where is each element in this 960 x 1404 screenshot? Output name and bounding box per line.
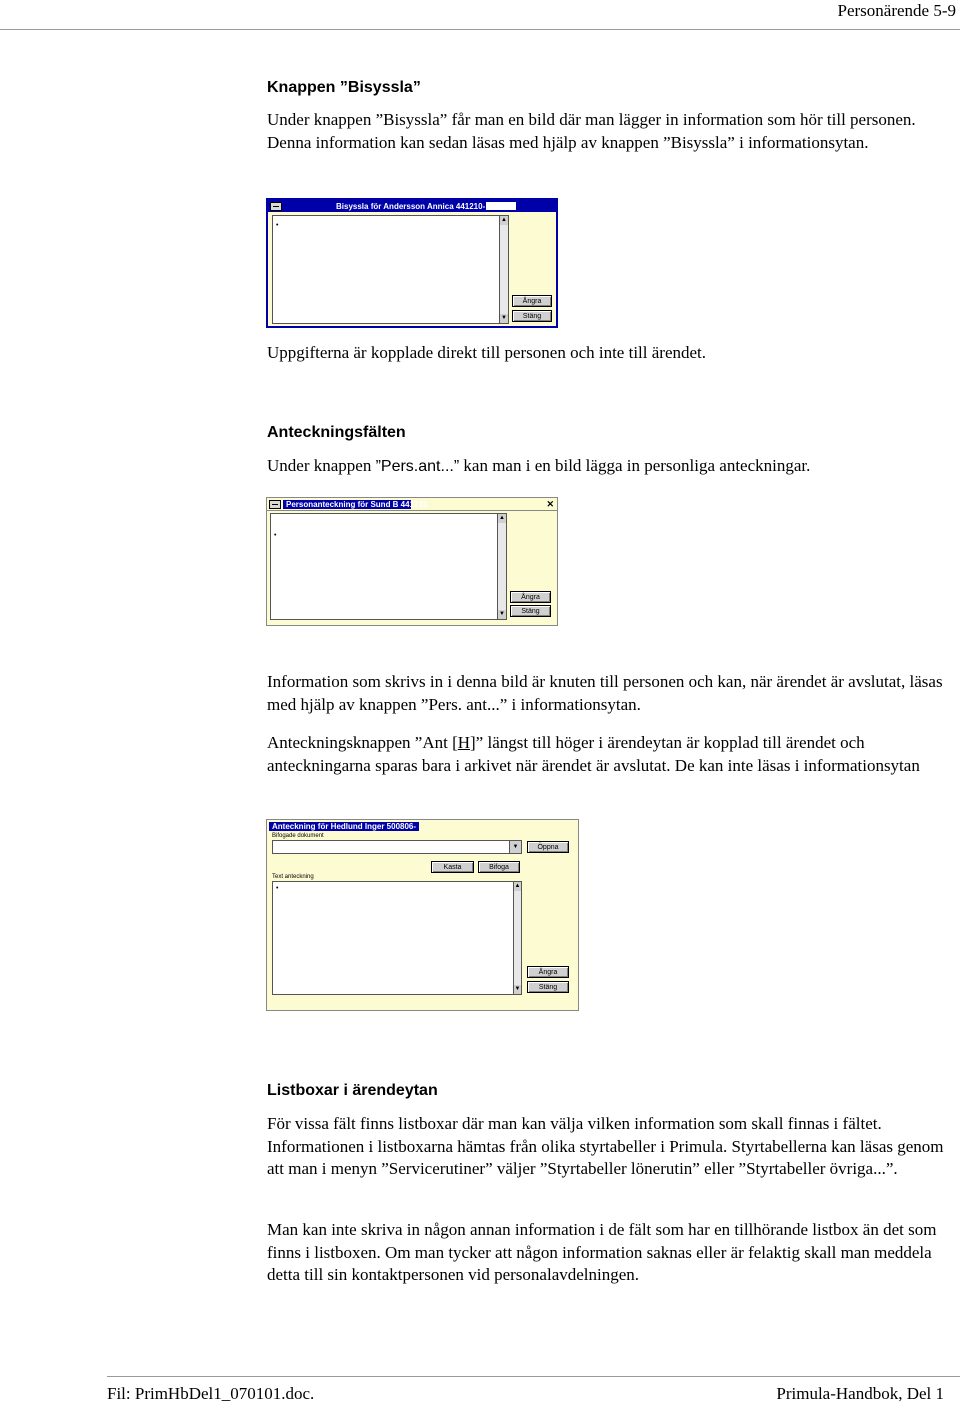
personanteckning-window [266,497,558,626]
scroll-up-icon[interactable]: ▲ [501,217,507,223]
system-menu-icon[interactable] [269,500,281,509]
stang-button[interactable]: Stäng [512,310,552,322]
textarea-scrollbar[interactable] [499,215,509,324]
paragraph-persant-intro [267,455,957,479]
bisyssla-window [266,198,558,328]
angra-button[interactable]: Ångra [527,966,569,978]
window-title: Bisyssla för Andersson Annica 441210- [336,201,486,211]
angra-button[interactable]: Ångra [510,591,551,603]
paragraph-bisyssla-intro: Under knappen ”Bisyssla” får man en bild där man lägger in information som hör till personen. Denna information kan sedan läsas med hjälp av knappen ”Bisyssla” i informationsytan. [267,110,916,152]
text-anteckning-textarea[interactable] [272,881,515,995]
personanteckning-textarea[interactable] [270,513,498,620]
textarea-scrollbar[interactable] [513,881,522,995]
scroll-down-icon[interactable]: ▼ [514,986,521,992]
stang-button[interactable]: Stäng [527,981,569,993]
bifogade-dokument-label: Bifogade dokument [272,833,324,839]
title-blank-field [486,202,516,210]
window-title: Personanteckning för Sund B 441223 [283,500,411,509]
oppna-button[interactable]: Öppna [527,841,569,853]
title-separator [267,510,557,511]
page-header: Personärende 5-9 [837,1,956,20]
paragraph-listboxar-intro: För vissa fält finns listboxar där man kan välja vilken information som skall finnas i fältet. Informationen i listboxarna hämtas från olika styrtabeller i Primula. Styrtabellerna kan läsas genom att man i menyn ”Servicerutiner” väljer ”Styrtabeller lönerutin” eller ”Styrtabeller övriga...”. [267,1114,944,1178]
hotkey-letter: H [457,733,471,752]
paragraph-bisyssla-note: Uppgifterna är kopplade direkt till personen och inte till ärendet. [267,343,707,362]
heading-listboxar: Listboxar i ärendeytan [267,1082,438,1099]
textarea-scrollbar[interactable] [497,513,507,620]
window-titlebar [268,200,556,212]
heading-anteckningsfalten: Anteckningsfälten [267,424,406,441]
text-segment: Anteckningsknappen ”Ant [ [267,733,458,752]
chevron-down-icon[interactable]: ▼ [509,841,521,853]
text-caret-icon: • [276,222,279,229]
bifoga-button[interactable]: Bifoga [478,861,520,873]
paragraph-listboxar-note: Man kan inte skriva in någon annan information i de fält som har en tillhörande listbox än det som finns i listboxen. Om man tycker att någon information saknas eller är felaktig skall man meddela detta till sin kontaktpersonen vid personalavdelningen. [267,1220,937,1284]
kasta-button[interactable]: Kasta [431,861,474,873]
text-segment: Under knappen [267,456,376,475]
text-caret-icon: • [274,532,277,539]
text-anteckning-label: Text anteckning [272,874,314,880]
scroll-down-icon[interactable]: ▼ [499,611,505,617]
text-segment: kan man i en bild lägga in personliga anteckningar. [459,456,811,475]
text-caret-icon: • [276,885,279,892]
window-titlebar [267,820,578,832]
footer-rule [107,1376,960,1377]
stang-button[interactable]: Stäng [510,605,551,617]
system-menu-icon[interactable] [270,202,282,211]
heading-bisyssla: Knappen ”Bisyssla” [267,79,421,96]
window-titlebar [267,498,557,510]
close-icon[interactable]: ✕ [546,498,554,509]
scroll-up-icon[interactable]: ▲ [514,883,521,889]
paragraph-ant-button [267,732,957,777]
header-rule [0,29,960,30]
window-title: Anteckning för Hedlund Inger 500806- [269,822,419,831]
footer-file-name: Fil: PrimHbDel1_070101.doc. [107,1384,315,1403]
angra-button[interactable]: Ångra [512,295,552,307]
paragraph-persant-info: Information som skrivs in i denna bild är knuten till personen och kan, när ärendet är avslutat, läsas med hjälp av knappen ”Pers. ant...” i informationsytan. [267,672,943,714]
scroll-down-icon[interactable]: ▼ [501,315,507,321]
bisyssla-textarea[interactable] [272,215,500,324]
scroll-up-icon[interactable]: ▲ [499,515,505,521]
bifogade-dokument-select[interactable] [272,840,522,854]
persant-quote: ”Pers.ant...” [375,458,460,475]
text-segment: ]” längst till höger i ärendeytan är kopplad till ärendet och anteckningarna sparas bara i arkivet när ärendet är avslutat. De kan inte läsas i informationsytan [267,733,920,775]
footer-handbook-title: Primula-Handbok, Del 1 [776,1384,944,1403]
anteckning-window [266,819,579,1011]
